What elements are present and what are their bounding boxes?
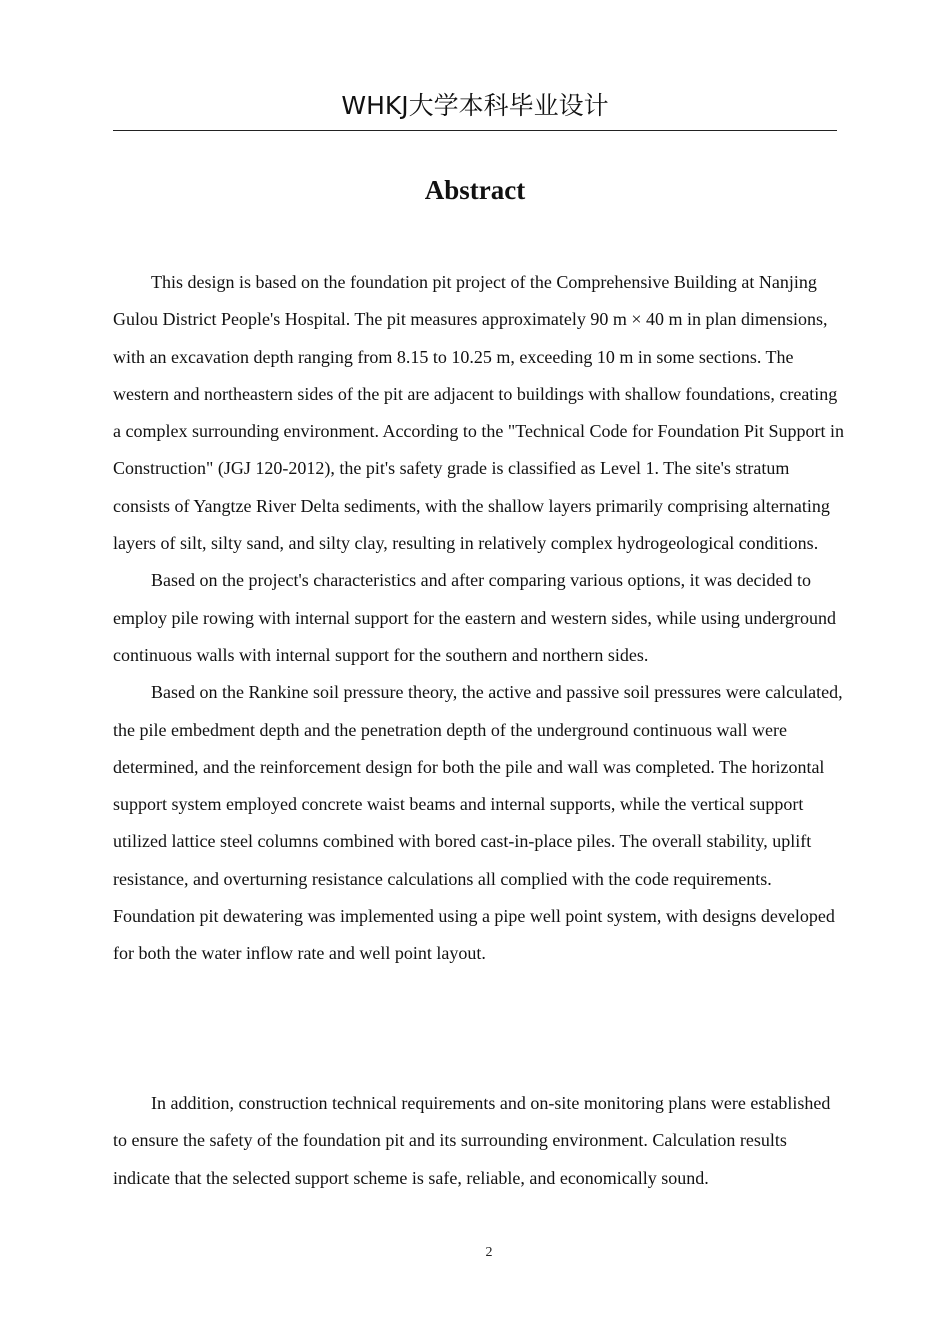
page-title: Abstract [424, 175, 526, 205]
running-header: WHKJ大学本科毕业设计 [341, 91, 609, 120]
paragraph-calculations: Based on the Rankine soil pressure theory, the active and passive soil pressures were calculated, the pile embedment depth and the penetration depth of the underground continuous wall were determined, and the reinforcement design for both the pile and wall was completed. The horizontal support system employed concrete waist beams and internal supports, while the vertical support utilized lattice steel columns combined with bored cast-in-place piles. The overall stability, uplift resistance, and overturning resistance calculations all complied with the code requirements. Foundation pit dewatering was implemented using a pipe well point system, with designs developed for both the water inflow rate and well point layout. [113, 682, 843, 964]
header-divider [113, 130, 837, 131]
abstract-body [113, 264, 845, 973]
page-number: 2 [485, 1245, 493, 1260]
abstract-conclusion [113, 1085, 845, 1197]
paragraph-project-overview: This design is based on the foundation pit project of the Comprehensive Building at Nanjing Gulou District People's Hospital. The pit measures approximately 90 m × 40 m in plan dimensions, with an excavation depth ranging from 8.15 to 10.25 m, exceeding 10 m in some sections. The western and northeastern sides of the pit are adjacent to buildings with shallow foundations, creating a complex surrounding environment. According to the "Technical Code for Foundation Pit Support in Construction" (JGJ 120-2012), the pit's safety grade is classified as Level 1. The site's stratum consists of Yangtze River Delta sediments, with the shallow layers primarily comprising alternating layers of silt, silty sand, and silty clay, resulting in relatively complex hydrogeological conditions. [113, 272, 844, 554]
paragraph-support-scheme: Based on the project's characteristics and after comparing various options, it was decided to employ pile rowing with internal support for the eastern and western sides, while using underground continuous walls with internal support for the southern and northern sides. [113, 570, 837, 665]
paragraph-conclusion: In addition, construction technical requirements and on-site monitoring plans were established to ensure the safety of the foundation pit and its surrounding environment. Calculation results indicate that the selected support scheme is safe, reliable, and economically sound. [113, 1093, 831, 1188]
